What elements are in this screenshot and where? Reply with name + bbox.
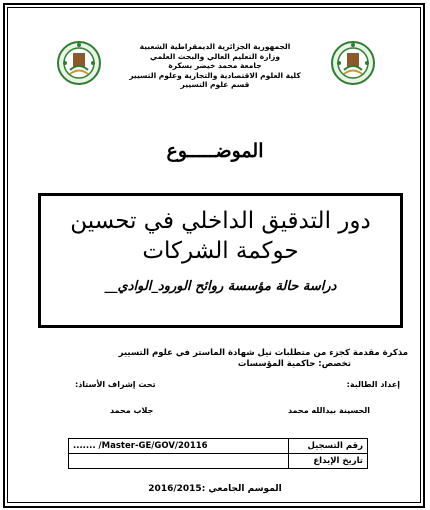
header-faculty: كلية العلوم الاقتصادية والتجارية وعلوم التسيير — [129, 70, 301, 80]
institution-header — [100, 42, 330, 90]
academic-season: الموسم الجامعي :2016/2015 — [148, 484, 282, 494]
university-logo-left — [56, 40, 102, 86]
thesis-title-line1: دور التدقيق الداخلي في تحسين — [70, 208, 371, 234]
supervisor-name: جلاب محمد — [110, 406, 154, 415]
header-republic: الجمهورية الجزائرية الديمقراطية الشعبية — [139, 42, 291, 51]
university-logo-right — [330, 40, 376, 86]
header-university: جامعة محمد خيضر بسكرة — [168, 61, 262, 70]
deposit-date-label: تاريخ الإيداع — [289, 454, 368, 469]
header-ministry: وزارة التعليم العالي والبحث العلمي — [149, 51, 281, 61]
deposit-date-value — [69, 454, 289, 469]
registration-number-value: ....... /Master-GE/GOV/20116 — [69, 439, 289, 454]
supervised-by-label: تحت إشراف الأستاذ: — [75, 380, 156, 389]
memo-line: مذكرة مقدمة كجزء من متطلبات نيل شهادة الماستر في علوم التسيير — [118, 348, 408, 358]
table-row — [69, 454, 368, 469]
registration-number-label: رقم التسجيل — [289, 439, 368, 454]
case-study-subtitle: دراسة حالة مؤسسة روائح الورود_الوادي__ — [104, 279, 337, 294]
header-department: قسم علوم التسيير — [180, 80, 250, 89]
thesis-title-line2: حوكمة الشركات — [142, 238, 299, 264]
subject-heading: الموضـــــوع — [166, 140, 264, 162]
memo-description — [119, 348, 408, 370]
specialization: تخصص: حاكمية المؤسسات — [237, 359, 351, 369]
title-box — [38, 193, 403, 328]
prepared-by-label: إعداد الطالبة: — [346, 380, 400, 389]
student-name: الحسينة بيدالله محمد — [287, 406, 370, 415]
table-row — [69, 439, 368, 454]
registration-table — [68, 438, 368, 469]
